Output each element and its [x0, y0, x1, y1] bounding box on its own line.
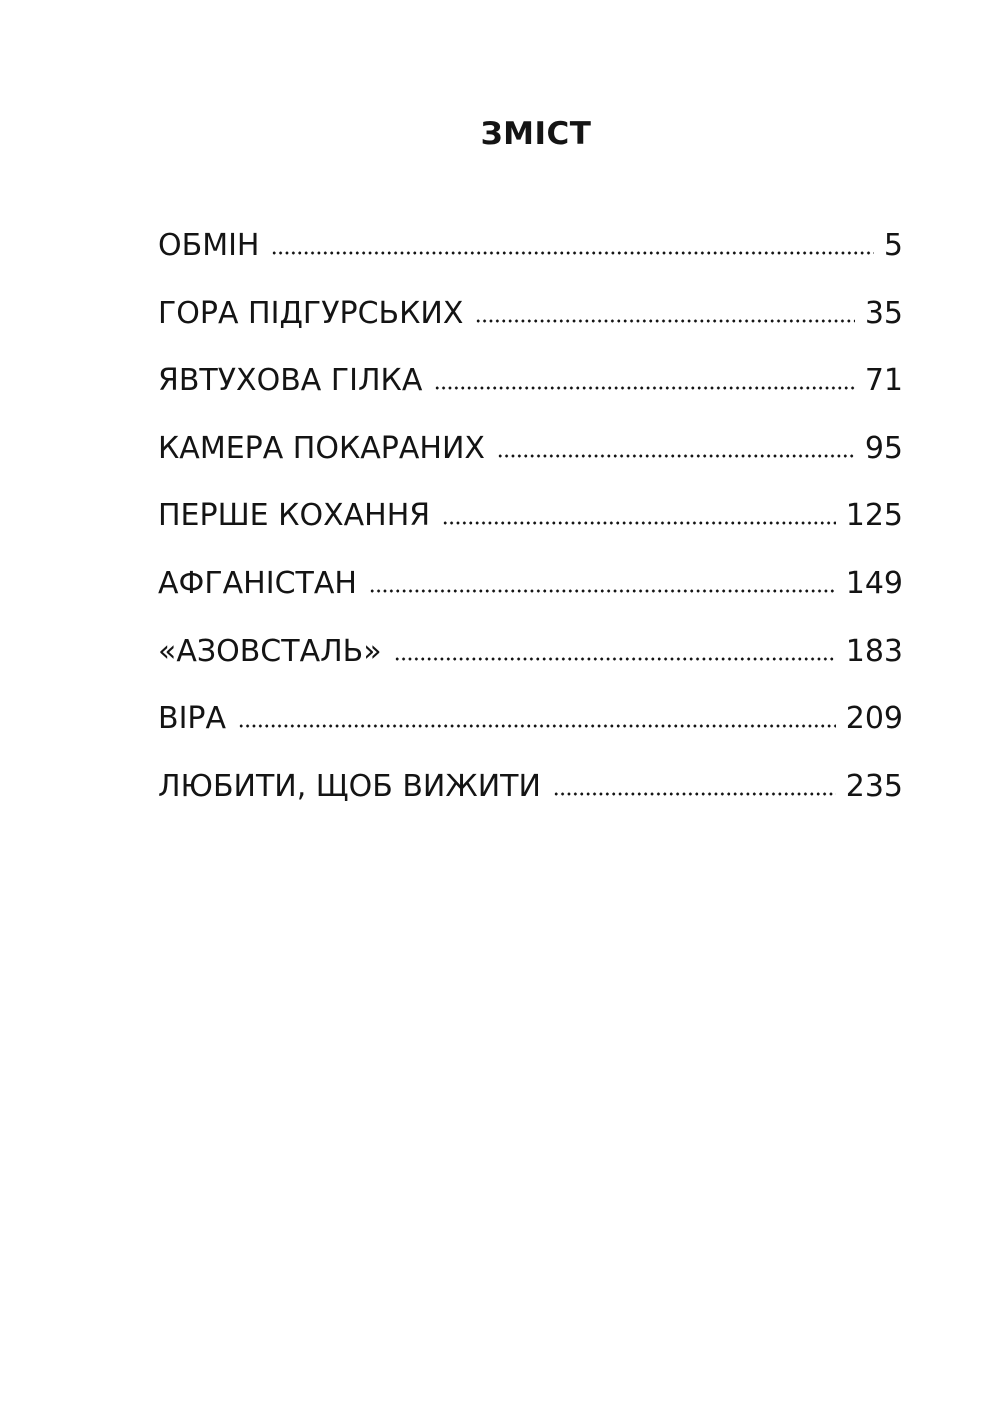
- dot-leader: [271, 251, 873, 255]
- toc-page-number: 71: [864, 363, 903, 399]
- toc-page-number: 5: [883, 228, 903, 263]
- toc-page-number: 183: [845, 633, 903, 669]
- dot-leader: [394, 657, 836, 661]
- toc-entry[interactable]: [158, 290, 903, 358]
- table-of-contents: [158, 222, 903, 830]
- toc-entry[interactable]: [158, 357, 903, 425]
- toc-page-number: 209: [845, 701, 903, 737]
- toc-entry-title: КАМЕРА ПОКАРАНИХ: [158, 430, 485, 466]
- toc-page-number: 125: [845, 498, 903, 534]
- toc-entry-title: ВІРА: [158, 701, 227, 737]
- toc-entry[interactable]: [158, 695, 903, 763]
- dot-leader: [238, 724, 836, 728]
- dot-leader: [434, 386, 854, 390]
- toc-entry-title: ЯВТУХОВА ГІЛКА: [158, 363, 423, 399]
- toc-page-number: 95: [864, 430, 903, 466]
- toc-entry-title: «АЗОВСТАЛЬ»: [158, 633, 382, 669]
- dot-leader: [497, 454, 855, 458]
- dot-leader: [442, 521, 836, 525]
- toc-page-number: 149: [845, 565, 903, 601]
- toc-entry[interactable]: [158, 492, 903, 560]
- toc-entry-title: ГОРА ПІДГУРСЬКИХ: [158, 295, 464, 331]
- toc-heading: ЗМІСТ: [480, 116, 592, 152]
- dot-leader: [475, 319, 854, 323]
- toc-entry[interactable]: [158, 628, 903, 696]
- toc-entry-title: ЛЮБИТИ, ЩОБ ВИЖИТИ: [158, 768, 541, 804]
- dot-leader: [369, 589, 836, 593]
- toc-entry[interactable]: [158, 425, 903, 493]
- toc-entry-title: АФГАНІСТАН: [158, 565, 357, 601]
- toc-entry-title: ПЕРШЕ КОХАННЯ: [158, 498, 431, 534]
- dot-leader: [553, 792, 836, 796]
- toc-entry[interactable]: [158, 560, 903, 628]
- toc-page-number: 35: [864, 295, 903, 331]
- toc-entry-title: ОБМІН: [158, 228, 260, 263]
- toc-entry[interactable]: [158, 222, 903, 290]
- toc-page-number: 235: [845, 768, 903, 804]
- toc-entry[interactable]: [158, 763, 903, 831]
